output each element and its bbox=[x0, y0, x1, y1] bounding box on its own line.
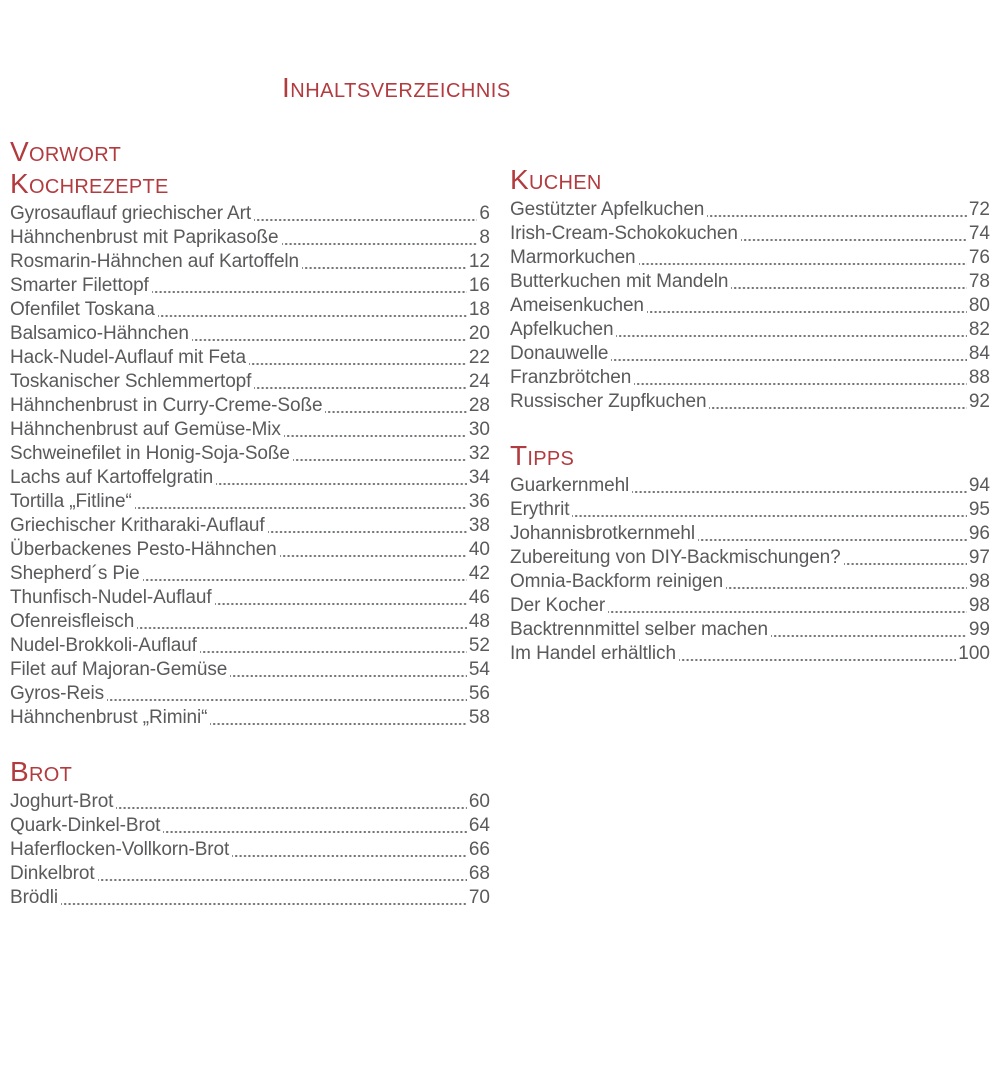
entry-title: Ofenreisfleisch bbox=[10, 611, 135, 632]
entry-page-number: 92 bbox=[968, 391, 990, 412]
toc-entry bbox=[10, 706, 490, 730]
entry-title: Zubereitung von DIY-Backmischungen? bbox=[510, 547, 841, 568]
toc-entry bbox=[510, 198, 990, 222]
section-heading-kuchen: Kuchen bbox=[510, 164, 602, 195]
dot-leader bbox=[302, 250, 467, 274]
entry-title: Ameisenkuchen bbox=[510, 295, 644, 316]
entry-page-number: 30 bbox=[468, 419, 490, 440]
dot-leader bbox=[771, 618, 967, 642]
dot-leader bbox=[137, 610, 467, 634]
section-heading-kochrezepte: Kochrezepte bbox=[10, 168, 169, 199]
entry-page-number: 34 bbox=[468, 467, 490, 488]
dot-leader bbox=[726, 570, 967, 594]
entry-page-number: 78 bbox=[968, 271, 990, 292]
dot-leader bbox=[293, 442, 467, 466]
toc-entry bbox=[510, 498, 990, 522]
entry-title: Hähnchenbrust auf Gemüse-Mix bbox=[10, 419, 281, 440]
dot-leader bbox=[163, 814, 467, 838]
dot-leader bbox=[616, 318, 966, 342]
toc-page bbox=[0, 74, 1000, 910]
dot-leader bbox=[200, 634, 467, 658]
entry-page-number: 24 bbox=[468, 371, 490, 392]
entry-title: Im Handel erhältlich bbox=[510, 643, 676, 664]
dot-leader bbox=[158, 298, 467, 322]
entry-page-number: 36 bbox=[468, 491, 490, 512]
entry-page-number: 72 bbox=[968, 199, 990, 220]
toc-entry bbox=[510, 474, 990, 498]
entry-title: Apfelkuchen bbox=[510, 319, 614, 340]
entry-title: Tortilla „Fitline“ bbox=[10, 491, 132, 512]
toc-entry bbox=[10, 538, 490, 562]
entry-page-number: 20 bbox=[468, 323, 490, 344]
entry-page-number: 28 bbox=[468, 395, 490, 416]
toc-entry bbox=[510, 318, 990, 342]
dot-leader bbox=[210, 706, 466, 730]
entry-page-number: 8 bbox=[479, 227, 490, 248]
entry-page-number: 16 bbox=[468, 275, 490, 296]
toc-entry bbox=[510, 366, 990, 390]
toc-entry bbox=[510, 222, 990, 246]
dot-leader bbox=[230, 658, 467, 682]
entry-page-number: 64 bbox=[468, 815, 490, 836]
toc-entry bbox=[10, 562, 490, 586]
section-kochrezepte bbox=[10, 170, 490, 730]
dot-leader bbox=[611, 342, 967, 366]
section-vorwort bbox=[10, 138, 490, 166]
entry-page-number: 82 bbox=[968, 319, 990, 340]
entry-title: Rosmarin-Hähnchen auf Kartoffeln bbox=[10, 251, 299, 272]
dot-leader bbox=[632, 474, 967, 498]
toc-entry bbox=[10, 346, 490, 370]
entry-title: Der Kocher bbox=[510, 595, 606, 616]
entry-title: Schweinefilet in Honig-Soja-Soße bbox=[10, 443, 290, 464]
dot-leader bbox=[639, 246, 967, 270]
entry-title: Russischer Zupfkuchen bbox=[510, 391, 707, 412]
entry-page-number: 52 bbox=[468, 635, 490, 656]
toc-entry bbox=[10, 586, 490, 610]
entry-title: Johannisbrotkernmehl bbox=[510, 523, 695, 544]
dot-leader bbox=[608, 594, 967, 618]
left-column bbox=[10, 138, 490, 910]
toc-entry bbox=[10, 442, 490, 466]
entry-title: Brödli bbox=[10, 887, 58, 908]
entry-title: Haferflocken-Vollkorn-Brot bbox=[10, 839, 230, 860]
entry-page-number: 12 bbox=[468, 251, 490, 272]
entry-page-number: 48 bbox=[468, 611, 490, 632]
toc-entry bbox=[10, 490, 490, 514]
dot-leader bbox=[325, 394, 466, 418]
section-tipps bbox=[510, 442, 990, 666]
entry-page-number: 98 bbox=[968, 595, 990, 616]
dot-leader bbox=[192, 322, 467, 346]
entry-page-number: 6 bbox=[479, 203, 490, 224]
section-heading-brot: Brot bbox=[10, 756, 73, 787]
entry-page-number: 68 bbox=[468, 863, 490, 884]
entry-page-number: 95 bbox=[968, 499, 990, 520]
dot-leader bbox=[634, 366, 967, 390]
dot-leader bbox=[216, 466, 467, 490]
toc-entry bbox=[510, 546, 990, 570]
entry-page-number: 88 bbox=[968, 367, 990, 388]
toc-entry bbox=[10, 514, 490, 538]
toc-entry bbox=[10, 250, 490, 274]
toc-entry bbox=[10, 394, 490, 418]
toc-entry bbox=[10, 790, 490, 814]
entry-title: Nudel-Brokkoli-Auflauf bbox=[10, 635, 197, 656]
entry-page-number: 42 bbox=[468, 563, 490, 584]
entry-page-number: 40 bbox=[468, 539, 490, 560]
dot-leader bbox=[254, 370, 467, 394]
toc-entry bbox=[10, 418, 490, 442]
section-heading-vorwort: Vorwort bbox=[10, 136, 122, 167]
dot-leader bbox=[282, 226, 478, 250]
entry-page-number: 99 bbox=[968, 619, 990, 640]
entry-title: Backtrennmittel selber machen bbox=[510, 619, 768, 640]
entry-title: Omnia-Backform reinigen bbox=[510, 571, 724, 592]
entry-title: Thunfisch-Nudel-Auflauf bbox=[10, 587, 212, 608]
dot-leader bbox=[61, 886, 467, 910]
entry-title: Ofenfilet Toskana bbox=[10, 299, 155, 320]
toc-entry bbox=[510, 246, 990, 270]
entry-page-number: 32 bbox=[468, 443, 490, 464]
toc-entry bbox=[10, 682, 490, 706]
toc-entry bbox=[510, 390, 990, 414]
entry-page-number: 18 bbox=[468, 299, 490, 320]
entry-title: Smarter Filettopf bbox=[10, 275, 149, 296]
entry-title: Lachs auf Kartoffelgratin bbox=[10, 467, 214, 488]
entry-title: Dinkelbrot bbox=[10, 863, 95, 884]
toc-entry bbox=[10, 298, 490, 322]
entry-title: Griechischer Kritharaki-Auflauf bbox=[10, 515, 265, 536]
dot-leader bbox=[572, 498, 966, 522]
entry-page-number: 70 bbox=[468, 887, 490, 908]
dot-leader bbox=[254, 202, 477, 226]
entry-title: Irish-Cream-Schokokuchen bbox=[510, 223, 738, 244]
dot-leader bbox=[844, 546, 967, 570]
toc-entry bbox=[510, 642, 990, 666]
toc-entry bbox=[510, 522, 990, 546]
entry-page-number: 94 bbox=[968, 475, 990, 496]
right-column bbox=[510, 138, 990, 910]
entry-page-number: 76 bbox=[968, 247, 990, 268]
section-kuchen bbox=[510, 166, 990, 414]
entry-title: Erythrit bbox=[510, 499, 570, 520]
entry-title: Überbackenes Pesto-Hähnchen bbox=[10, 539, 277, 560]
toc-entry bbox=[10, 838, 490, 862]
entry-title: Franzbrötchen bbox=[510, 367, 632, 388]
entry-page-number: 98 bbox=[968, 571, 990, 592]
toc-entry bbox=[10, 274, 490, 298]
toc-entry bbox=[10, 610, 490, 634]
entry-page-number: 66 bbox=[468, 839, 490, 860]
dot-leader bbox=[215, 586, 467, 610]
dot-leader bbox=[647, 294, 967, 318]
entry-title: Toskanischer Schlemmertopf bbox=[10, 371, 252, 392]
dot-leader bbox=[135, 490, 467, 514]
entry-page-number: 74 bbox=[968, 223, 990, 244]
dot-leader bbox=[280, 538, 467, 562]
entry-title: Guarkernmehl bbox=[510, 475, 630, 496]
entry-title: Hähnchenbrust in Curry-Creme-Soße bbox=[10, 395, 323, 416]
entry-title: Hähnchenbrust mit Paprikasoße bbox=[10, 227, 279, 248]
dot-leader bbox=[107, 682, 467, 706]
dot-leader bbox=[268, 514, 467, 538]
toc-entry bbox=[10, 226, 490, 250]
section-brot bbox=[10, 758, 490, 910]
dot-leader bbox=[741, 222, 967, 246]
dot-leader bbox=[98, 862, 467, 886]
toc-entry bbox=[510, 342, 990, 366]
toc-entry bbox=[10, 322, 490, 346]
toc-columns bbox=[0, 138, 1000, 910]
entry-title: Joghurt-Brot bbox=[10, 791, 114, 812]
entry-title: Balsamico-Hähnchen bbox=[10, 323, 189, 344]
toc-entry bbox=[510, 594, 990, 618]
entry-title: Hack-Nudel-Auflauf mit Feta bbox=[10, 347, 246, 368]
entry-title: Shepherd´s Pie bbox=[10, 563, 140, 584]
entry-page-number: 80 bbox=[968, 295, 990, 316]
dot-leader bbox=[152, 274, 467, 298]
toc-entry bbox=[10, 886, 490, 910]
dot-leader bbox=[143, 562, 467, 586]
section-heading-tipps: Tipps bbox=[510, 440, 575, 471]
toc-entry bbox=[10, 814, 490, 838]
toc-entry bbox=[10, 658, 490, 682]
dot-leader bbox=[249, 346, 467, 370]
page-title: Inhaltsverzeichnis bbox=[282, 72, 511, 103]
entry-title: Quark-Dinkel-Brot bbox=[10, 815, 161, 836]
entry-page-number: 46 bbox=[468, 587, 490, 608]
toc-entry bbox=[510, 570, 990, 594]
dot-leader bbox=[698, 522, 967, 546]
entry-page-number: 100 bbox=[958, 643, 990, 664]
toc-entry bbox=[10, 634, 490, 658]
entry-page-number: 54 bbox=[468, 659, 490, 680]
entry-title: Gestützter Apfelkuchen bbox=[510, 199, 705, 220]
entry-title: Hähnchenbrust „Rimini“ bbox=[10, 707, 208, 728]
dot-leader bbox=[679, 642, 956, 666]
entry-title: Filet auf Majoran-Gemüse bbox=[10, 659, 228, 680]
dot-leader bbox=[232, 838, 467, 862]
dot-leader bbox=[707, 198, 967, 222]
dot-leader bbox=[116, 790, 467, 814]
entry-page-number: 60 bbox=[468, 791, 490, 812]
entry-title: Gyros-Reis bbox=[10, 683, 105, 704]
dot-leader bbox=[284, 418, 467, 442]
entry-page-number: 97 bbox=[968, 547, 990, 568]
entry-page-number: 84 bbox=[968, 343, 990, 364]
toc-entry bbox=[10, 862, 490, 886]
toc-entry bbox=[510, 294, 990, 318]
toc-entry bbox=[510, 618, 990, 642]
toc-entry bbox=[510, 270, 990, 294]
toc-entry bbox=[10, 466, 490, 490]
entry-page-number: 56 bbox=[468, 683, 490, 704]
entry-page-number: 38 bbox=[468, 515, 490, 536]
entry-page-number: 58 bbox=[468, 707, 490, 728]
entry-title: Donauwelle bbox=[510, 343, 609, 364]
dot-leader bbox=[709, 390, 966, 414]
toc-entry bbox=[10, 202, 490, 226]
dot-leader bbox=[731, 270, 967, 294]
toc-entry bbox=[10, 370, 490, 394]
entry-title: Gyrosauflauf griechischer Art bbox=[10, 203, 252, 224]
entry-page-number: 22 bbox=[468, 347, 490, 368]
entry-page-number: 96 bbox=[968, 523, 990, 544]
entry-title: Butterkuchen mit Mandeln bbox=[510, 271, 729, 292]
entry-title: Marmorkuchen bbox=[510, 247, 636, 268]
